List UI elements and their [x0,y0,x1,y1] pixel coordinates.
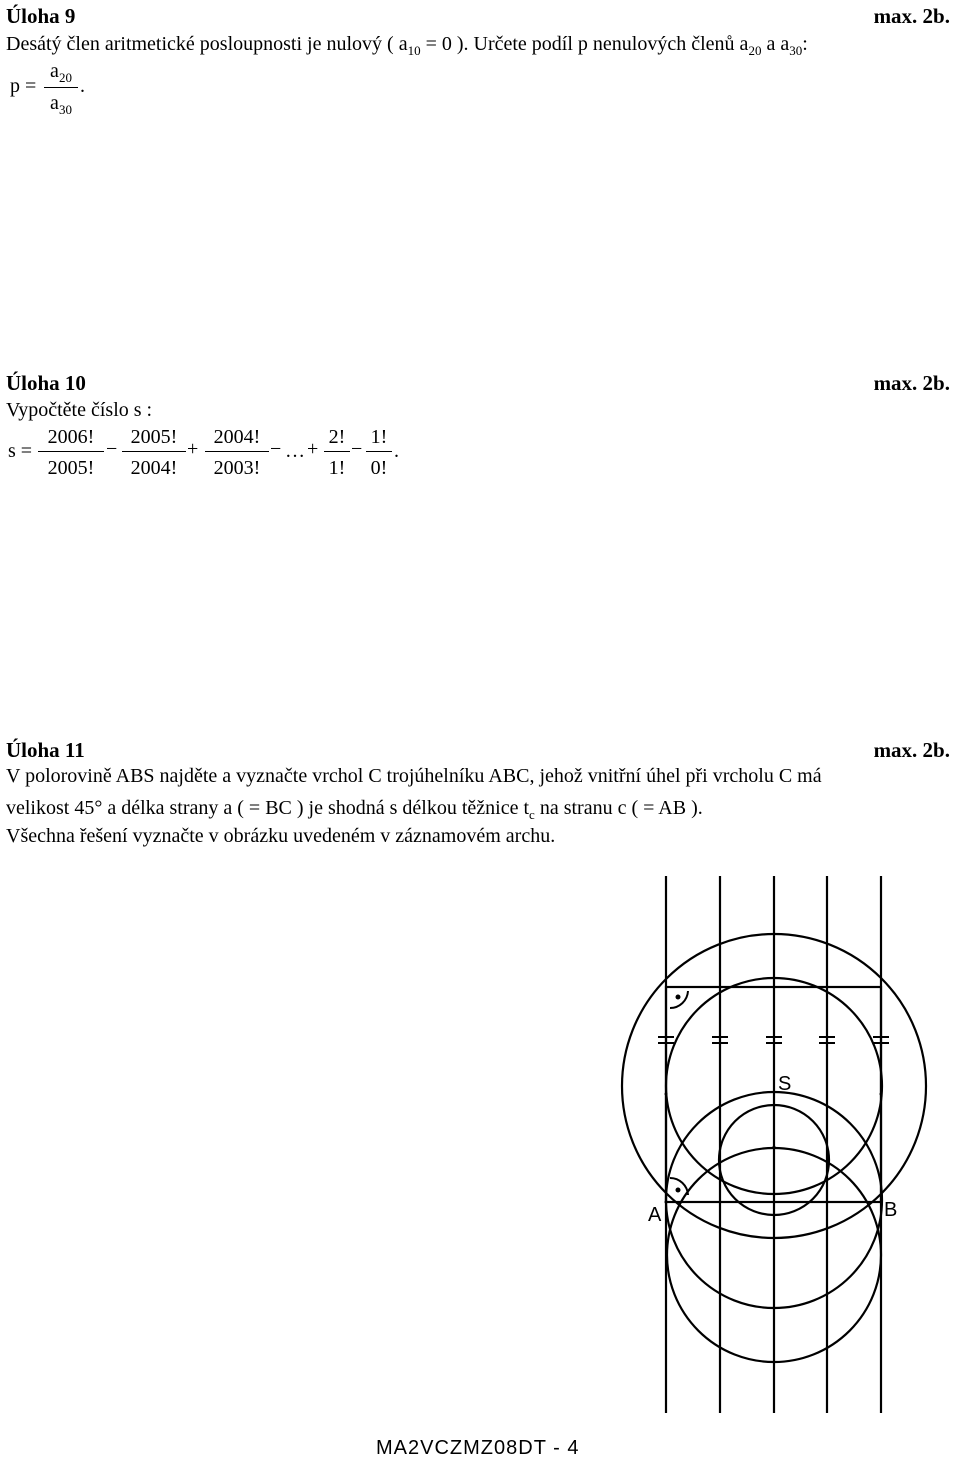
numerator-4: 2! [328,426,346,448]
a20-symbol: $a_{20}$ [739,33,762,58]
denominator-3: 2003! [213,457,261,479]
task11-line1: V polorovině ABS najděte a vyznačte vrchol C trojúhelníku ABC, jehož vnitřní úhel při vrcholu C má [6,765,822,787]
denominator-4: 1! [328,457,346,479]
denominator-5: 0! [370,457,388,479]
task11-line2: velikost 45° a délka strany a ( = BC ) je shodná s délkou těžnice $t_c$ na stranu c ( = AB ). [6,797,703,822]
numerator-2: 2005! [130,426,178,448]
operator-4: + [307,438,319,460]
a10-symbol: $a_{10}$ [398,33,421,58]
task9-points: max. 2b. [873,4,950,28]
task11-line3: Všechna řešení vyznačte v obrázku uvedeném v záznamovém archu. [6,825,556,847]
denominator-2: 2004! [130,457,178,479]
a30-symbol: $a_{30}$ [780,33,803,58]
right-angle-dot-bottom [676,1188,681,1193]
task11-points: max. 2b. [873,738,950,762]
label-a: A [648,1204,662,1226]
task9-text-a: Desátý člen aritmetické posloupnosti je nulový ( [6,33,394,55]
numerator-5: 1! [370,426,388,448]
and-word: a [766,33,776,55]
task9-colon: : [802,33,808,55]
page-code: MA2VCZMZ08DT - 4 [376,1437,580,1459]
operator-5: − [351,438,363,460]
fraction-numerator: $a_{20}$ [50,60,72,85]
task9-eq-zero: = 0 ). Určete podíl p nenulových členů [425,33,735,55]
numerator-3: 2004! [213,426,261,448]
s-period: . [394,440,399,462]
task11-heading: Úloha 11 [6,738,85,762]
denominator-1: 2005! [47,457,95,479]
operator-3: − [270,438,282,460]
task10-heading: Úloha 10 [6,371,86,395]
operator-2: + [187,438,199,460]
fraction-denominator: $a_{30}$ [50,92,72,117]
label-s: S [778,1073,792,1095]
numerator-1: 2006! [47,426,95,448]
right-angle-dot-top [676,995,681,1000]
s-equals: s = [8,440,33,462]
p-equals: p = [10,75,37,97]
ellipsis: … [285,440,305,462]
operator-1: − [106,438,118,460]
task10-points: max. 2b. [873,371,950,395]
right-angle-mark-top [670,991,688,1008]
label-b: B [884,1199,898,1221]
task9-heading: Úloha 9 [6,4,76,28]
p-period: . [80,75,85,97]
task10-statement: Vypočtěte číslo s : [6,399,153,421]
right-angle-mark-bottom [670,1178,688,1195]
